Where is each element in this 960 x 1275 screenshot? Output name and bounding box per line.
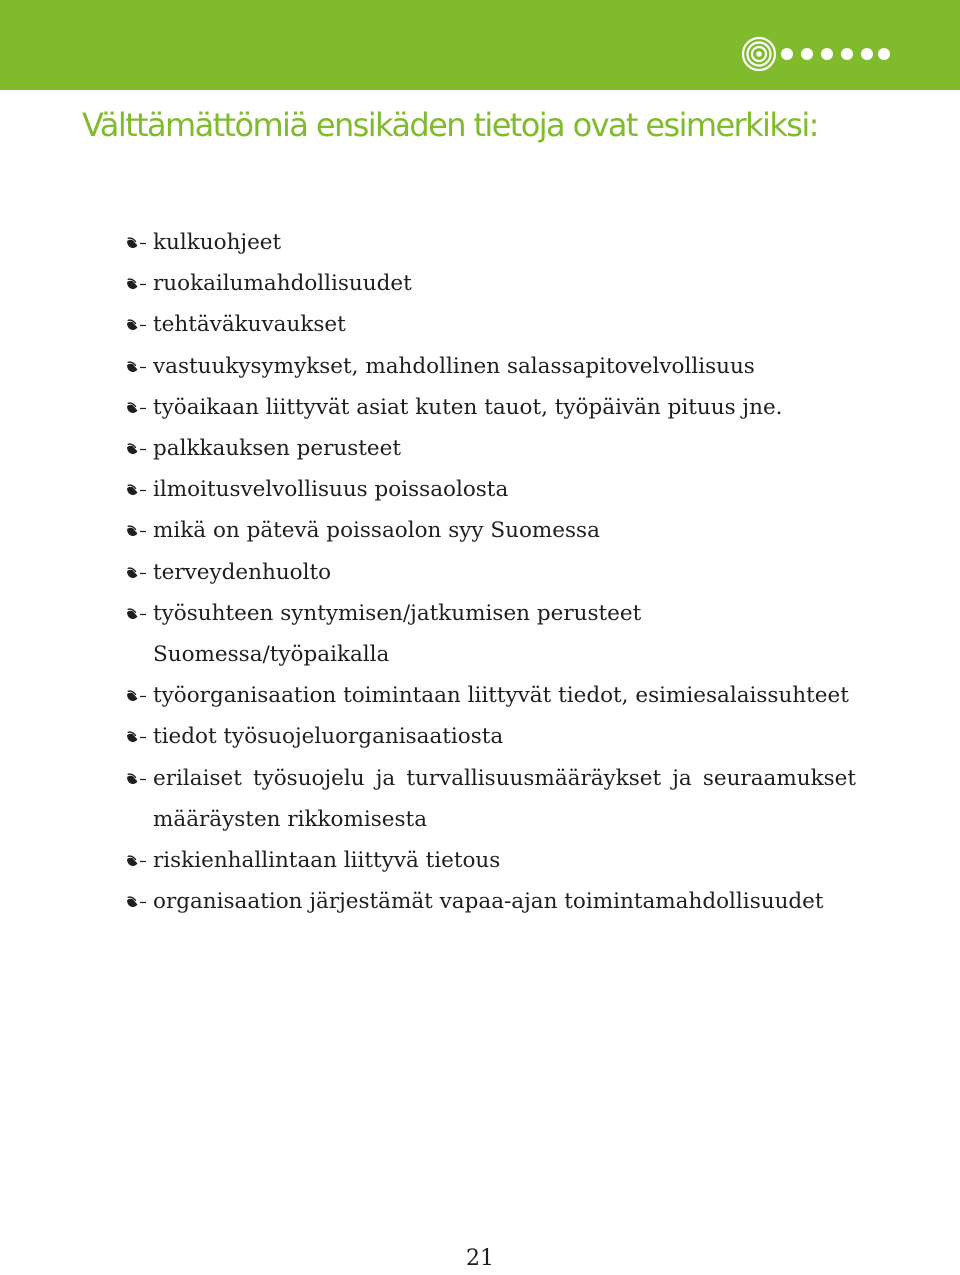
page-number: 21 <box>466 1246 494 1271</box>
ear-bullet-icon <box>126 566 148 580</box>
list-item-text: terveydenhuolto <box>153 559 332 585</box>
list-item <box>126 552 856 593</box>
list-item <box>126 263 856 304</box>
list-item-text: ruokailumahdollisuudet <box>153 271 412 297</box>
page-heading: Välttämättömiä ensikäden tietoja ovat esimerkiksi: <box>82 106 818 144</box>
ear-bullet-icon <box>126 772 148 786</box>
ear-bullet-icon <box>126 318 148 332</box>
list-item-text: tehtäväkuvaukset <box>153 312 346 338</box>
list-item-text: työsuhteen syntymisen/jatkumisen perusteet Suomessa/työpaikalla <box>153 600 642 668</box>
list-item <box>126 304 856 345</box>
list-item-text: tiedot työsuojeluorganisaatiosta <box>153 724 504 750</box>
ear-bullet-icon <box>126 730 148 744</box>
ear-bullet-icon <box>126 360 148 374</box>
list-item-text: mikä on pätevä poissaolon syy Suomessa <box>153 518 600 544</box>
ear-bullet-icon <box>126 689 148 703</box>
logo-icon <box>741 36 891 72</box>
list-item-text: työaikaan liittyvät asiat kuten tauot, työpäivän pituus jne. <box>153 394 783 420</box>
ear-bullet-icon <box>126 401 148 415</box>
ear-bullet-icon <box>126 607 148 621</box>
list-item-text: erilaiset työsuojelu ja turvallisuusmääräykset ja seuraamukset määräysten rikkomisesta <box>153 765 856 832</box>
ear-bullet-icon <box>126 524 148 538</box>
list-item <box>126 222 856 263</box>
ear-bullet-icon <box>126 895 148 909</box>
list-item-text: palkkauksen perusteet <box>153 436 402 462</box>
list-item <box>126 593 856 675</box>
ear-bullet-icon <box>126 854 148 868</box>
list-item <box>126 510 856 551</box>
list-item-text: kulkuohjeet <box>153 230 282 255</box>
list-item <box>126 469 856 510</box>
list-item <box>126 716 856 757</box>
list-item <box>126 881 856 922</box>
ear-bullet-icon <box>126 483 148 497</box>
list-item-text: ilmoitusvelvollisuus poissaolosta <box>153 477 509 503</box>
info-list <box>126 222 856 922</box>
list-item <box>126 758 856 840</box>
list-item-text: riskienhallintaan liittyvä tietous <box>153 848 501 874</box>
ear-bullet-icon <box>126 236 148 250</box>
ear-bullet-icon <box>126 442 148 456</box>
list-item <box>126 387 856 428</box>
list-item <box>126 346 856 387</box>
list-item <box>126 675 856 716</box>
list-item <box>126 428 856 469</box>
list-item-text: vastuukysymykset, mahdollinen salassapitovelvollisuus <box>153 353 755 379</box>
list-item-text: organisaation järjestämät vapaa-ajan toimintamahdollisuudet <box>153 889 824 915</box>
list-item-text: työorganisaation toimintaan liittyvät tiedot, esimiesalaissuhteet <box>153 683 849 709</box>
ear-bullet-icon <box>126 277 148 291</box>
header-band <box>0 0 960 90</box>
list-item <box>126 840 856 881</box>
